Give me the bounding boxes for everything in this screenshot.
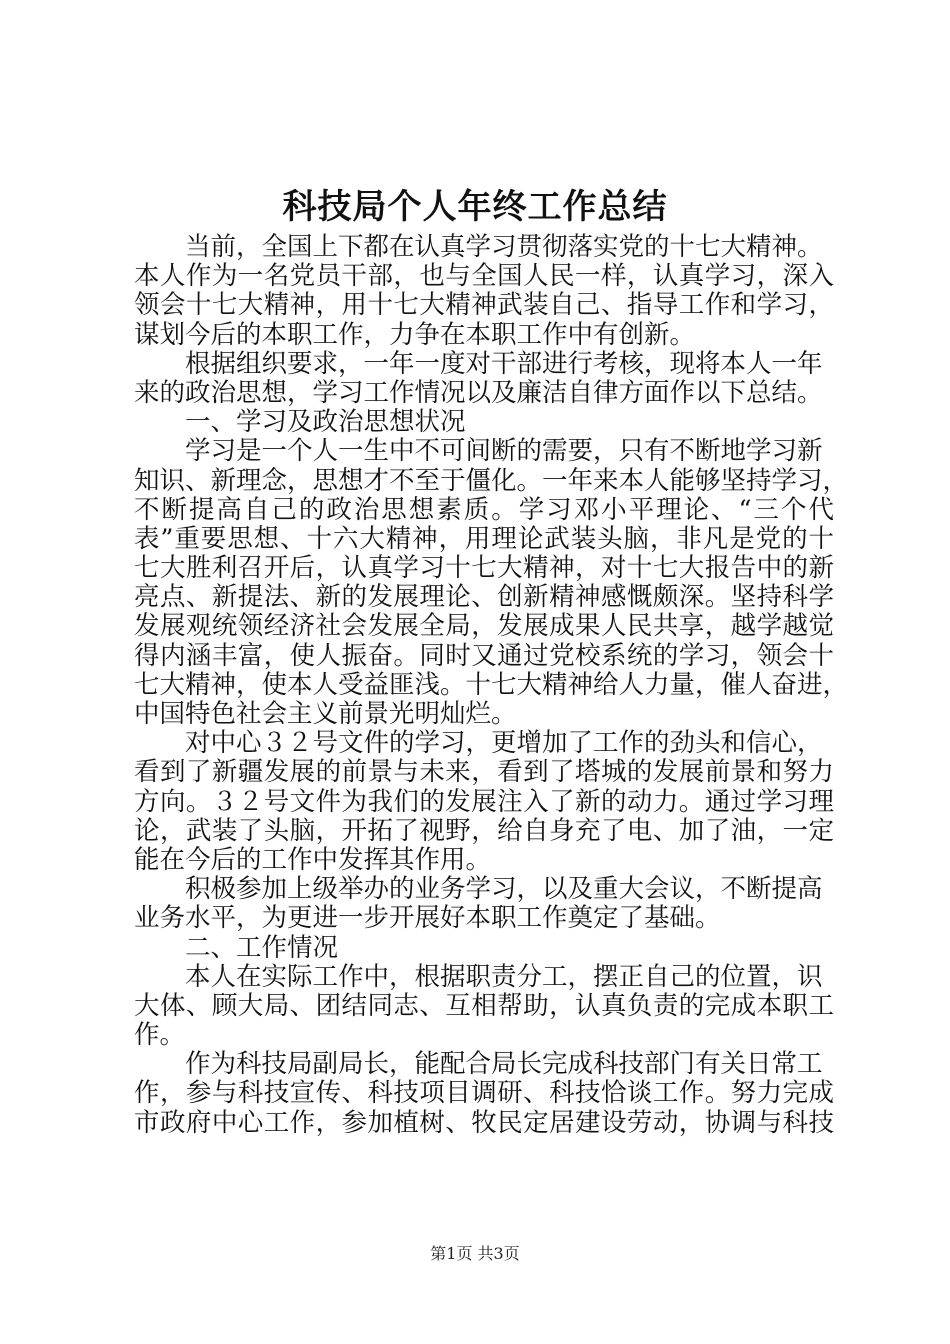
text-line: 市政府中心工作，参加植树、牧民定居建设劳动，协调与科技 [134,1107,834,1138]
text-line: 七大精神，使本人受益匪浅。十七大精神给人力量，催人奋进， [134,669,849,700]
section-heading: 二、工作情况 [185,932,339,963]
text-line: 知识、新理念，思想才不至于僵化。一年来本人能够坚持学习， [134,465,849,496]
text-line: 表”重要思想、十六大精神，用理论武装头脑，非凡是党的十 [134,523,834,554]
text-line: 根据组织要求，一年一度对干部进行考核，现将本人一年 [185,348,823,379]
text-line: 亮点、新提法、新的发展理论、创新精神感慨颇深。坚持科学 [134,582,834,613]
text-line: 中国特色社会主义前景光明灿烂。 [134,699,517,729]
section-heading: 一、学习及政治思想状况 [185,407,466,438]
text-line: 七大胜利召开后，认真学习十七大精神，对十七大报告中的新 [134,553,834,584]
document-body [134,232,849,1138]
text-line: 领会十七大精神，用十七大精神武装自己、指导工作和学习， [134,290,834,321]
text-line: 作为科技局副局长，能配合局长完成科技部门有关日常工 [185,1049,823,1080]
text-line: 积极参加上级举办的业务学习，以及重大会议，不断提高 [185,874,823,905]
text-line: 本人作为一名党员干部，也与全国人民一样，认真学习，深入 [134,261,834,292]
text-line: 发展观统领经济社会发展全局，发展成果人民共享，越学越觉 [134,611,834,642]
text-line: 作。 [134,1020,186,1051]
text-line: 当前，全国上下都在认真学习贯彻落实党的十七大精神。 [185,232,823,262]
text-line: 能在今后的工作中发挥其作用。 [134,844,492,875]
text-line: 论，武装了头脑，开拓了视野，给自身充了电、加了油，一定 [134,815,834,846]
text-line: 方向。３２号文件为我们的发展注入了新的动力。通过学习理 [134,786,834,817]
text-line: 来的政治思想，学习工作情况以及廉洁自律方面作以下总结。 [134,377,823,408]
text-line: 作，参与科技宣传、科技项目调研、科技恰谈工作。努力完成 [134,1078,834,1109]
text-line: 本人在实际工作中，根据职责分工，摆正自己的位置，识 [185,961,823,992]
text-line: 大体、顾大局、团结同志、互相帮助，认真负责的完成本职工 [134,990,834,1021]
text-line: 谋划今后的本职工作，力争在本职工作中有创新。 [134,319,696,350]
text-line: 得内涵丰富，使人振奋。同时又通过党校系统的学习，领会十 [134,640,834,671]
page-footer: 第1页 共3页 [430,1244,520,1263]
text-line: 不断提高自己的政治思想素质。学习邓小平理论、“三个代 [134,494,834,525]
text-line: 学习是一个人一生中不可间断的需要，只有不断地学习新 [185,436,823,467]
text-line: 看到了新疆发展的前景与未来，看到了塔城的发展前景和努力 [134,757,834,788]
text-line: 对中心３２号文件的学习，更增加了工作的劲头和信心， [185,728,823,759]
document-title: 科技局个人年终工作总结 [282,187,668,227]
text-line: 业务水平，为更进一步开展好本职工作奠定了基础。 [134,903,721,934]
